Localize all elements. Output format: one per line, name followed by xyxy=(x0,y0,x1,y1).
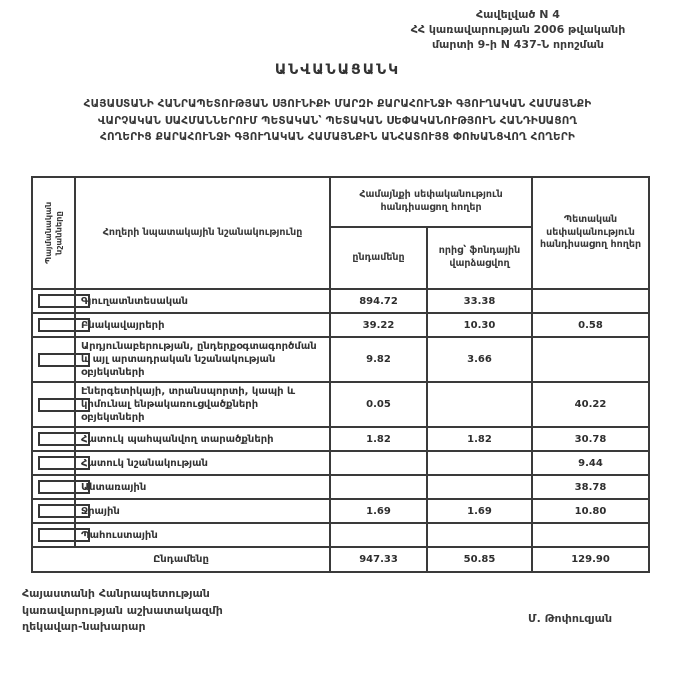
page-title: ԱՆՎԱՆԱՑԱՆԿ xyxy=(274,62,401,78)
signatory-title-line: ղեկավար-նախարար xyxy=(22,620,146,633)
state-lands-value xyxy=(532,337,649,382)
total-state-lands: 129.90 xyxy=(532,547,649,572)
column-header-total: ընդամենը xyxy=(330,227,427,289)
community-total-value xyxy=(330,451,427,475)
column-header-state-lands: Պետական սեփականություն հանդիսացող հողեր xyxy=(532,177,649,289)
document-subtitle xyxy=(0,96,675,146)
community-leased-value xyxy=(427,523,532,547)
signatory-title-line: Հայաստանի Հանրապետության xyxy=(22,587,210,600)
state-lands-value xyxy=(532,523,649,547)
state-lands-value: 0.58 xyxy=(532,313,649,337)
column-header-signs xyxy=(32,177,75,289)
community-total-value: 894.72 xyxy=(330,289,427,313)
table-row xyxy=(32,337,649,382)
signatory-title-block xyxy=(22,586,223,636)
subtitle-line: ՀՈՂԵՐԻՑ ՔԱՐԱՀՈՒՆՋԻ ԳՅՈՒՂԱԿԱՆ ՀԱՄԱՅՆՔԻՆ ԱՆՀԱՏՈՒՅՑ ՓՈԽԱՆՑՎՈՂ ՀՈՂԵՐԻ xyxy=(99,131,576,144)
state-lands-value: 30.78 xyxy=(532,427,649,451)
signatory-title-line: կառավարության աշխատակազմի xyxy=(22,603,223,617)
total-community-total: 947.33 xyxy=(330,547,427,572)
table-row xyxy=(32,451,649,475)
land-category-name: Արդյունաբերության, ընդերքօգտագործման և այլ արտադրական նշանակության օբյեկտների xyxy=(75,337,330,382)
table-row xyxy=(32,289,649,313)
community-leased-value: 3.66 xyxy=(427,337,532,382)
total-community-leased: 50.85 xyxy=(427,547,532,572)
community-leased-value: 33.38 xyxy=(427,289,532,313)
community-total-value: 1.69 xyxy=(330,499,427,523)
subtitle-line: ՎԱՐՉԱԿԱՆ ՍԱՀՄԱՆՆԵՐՈՒՄ ՊԵՏԱԿԱՆ՝ ՊԵՏԱԿԱՆ ՍԵՓԱԿԱՆՈՒԹՅՈՒՆ ՀԱՆԴԻՍԱՑՈՂ xyxy=(97,114,578,127)
community-leased-value xyxy=(427,451,532,475)
land-category-name: Պահուստային xyxy=(75,523,330,547)
table-row xyxy=(32,313,649,337)
community-total-value xyxy=(330,523,427,547)
table-header-row xyxy=(32,177,649,227)
land-category-name: Ջրային xyxy=(75,499,330,523)
state-lands-value: 9.44 xyxy=(532,451,649,475)
community-total-value: 0.05 xyxy=(330,382,427,427)
land-category-name: Բնակավայրերի xyxy=(75,313,330,337)
land-category-name: Էներգետիկայի, տրանսպորտի, կապի և կոմունալ ենթակառուցվածքների օբյեկտների xyxy=(75,382,330,427)
community-leased-value xyxy=(427,382,532,427)
column-header-community-group: Համայնքի սեփականություն հանդիսացող հողեր xyxy=(330,177,532,227)
annex-line: մարտի 9-ի N 437-Ն որոշման xyxy=(431,37,605,51)
annex-line: Հավելված N 4 xyxy=(476,8,560,21)
table-row xyxy=(32,523,649,547)
total-row xyxy=(32,547,649,572)
table-row xyxy=(32,427,649,451)
community-leased-value: 10.30 xyxy=(427,313,532,337)
table-row xyxy=(32,382,649,427)
subtitle-line: ՀԱՅԱՍՏԱՆԻ ՀԱՆՐԱՊԵՏՈՒԹՅԱՆ ՍՅՈՒՆԻՔԻ ՄԱՐԶԻ ՔԱՐԱՀՈՒՆՋԻ ԳՅՈՒՂԱԿԱՆ ՀԱՄԱՅՆՔԻ xyxy=(83,98,592,110)
state-lands-value: 40.22 xyxy=(532,382,649,427)
community-total-value: 1.82 xyxy=(330,427,427,451)
state-lands-value: 38.78 xyxy=(532,475,649,499)
community-total-value: 9.82 xyxy=(330,337,427,382)
community-leased-value: 1.82 xyxy=(427,427,532,451)
column-header-purpose: Հողերի նպատակային նշանակությունը xyxy=(75,177,330,289)
signature-name: Մ. Թոփուզյան xyxy=(528,612,613,625)
annex-line: ՀՀ կառավարության 2006 թվականի xyxy=(410,22,626,36)
community-total-value xyxy=(330,475,427,499)
land-category-name: Հատուկ նշանակության xyxy=(75,451,330,475)
community-leased-value: 1.69 xyxy=(427,499,532,523)
table-row xyxy=(32,475,649,499)
community-leased-value xyxy=(427,475,532,499)
state-lands-value: 10.80 xyxy=(532,499,649,523)
annex-reference xyxy=(368,8,668,53)
state-lands-value xyxy=(532,289,649,313)
land-category-name: Գյուղատնտեսական xyxy=(75,289,330,313)
land-transfer-table xyxy=(31,176,650,573)
column-header-leased: որից՝ ֆոնդային վարձացվող xyxy=(427,227,532,289)
community-total-value: 39.22 xyxy=(330,313,427,337)
land-category-name: Հատուկ պահպանվող տարածքների xyxy=(75,427,330,451)
land-category-name: Անտառային xyxy=(75,475,330,499)
table-row xyxy=(32,499,649,523)
total-label: Ընդամենը xyxy=(32,547,330,572)
column-header-signs-label: Պայմանական նշանները xyxy=(43,201,64,265)
